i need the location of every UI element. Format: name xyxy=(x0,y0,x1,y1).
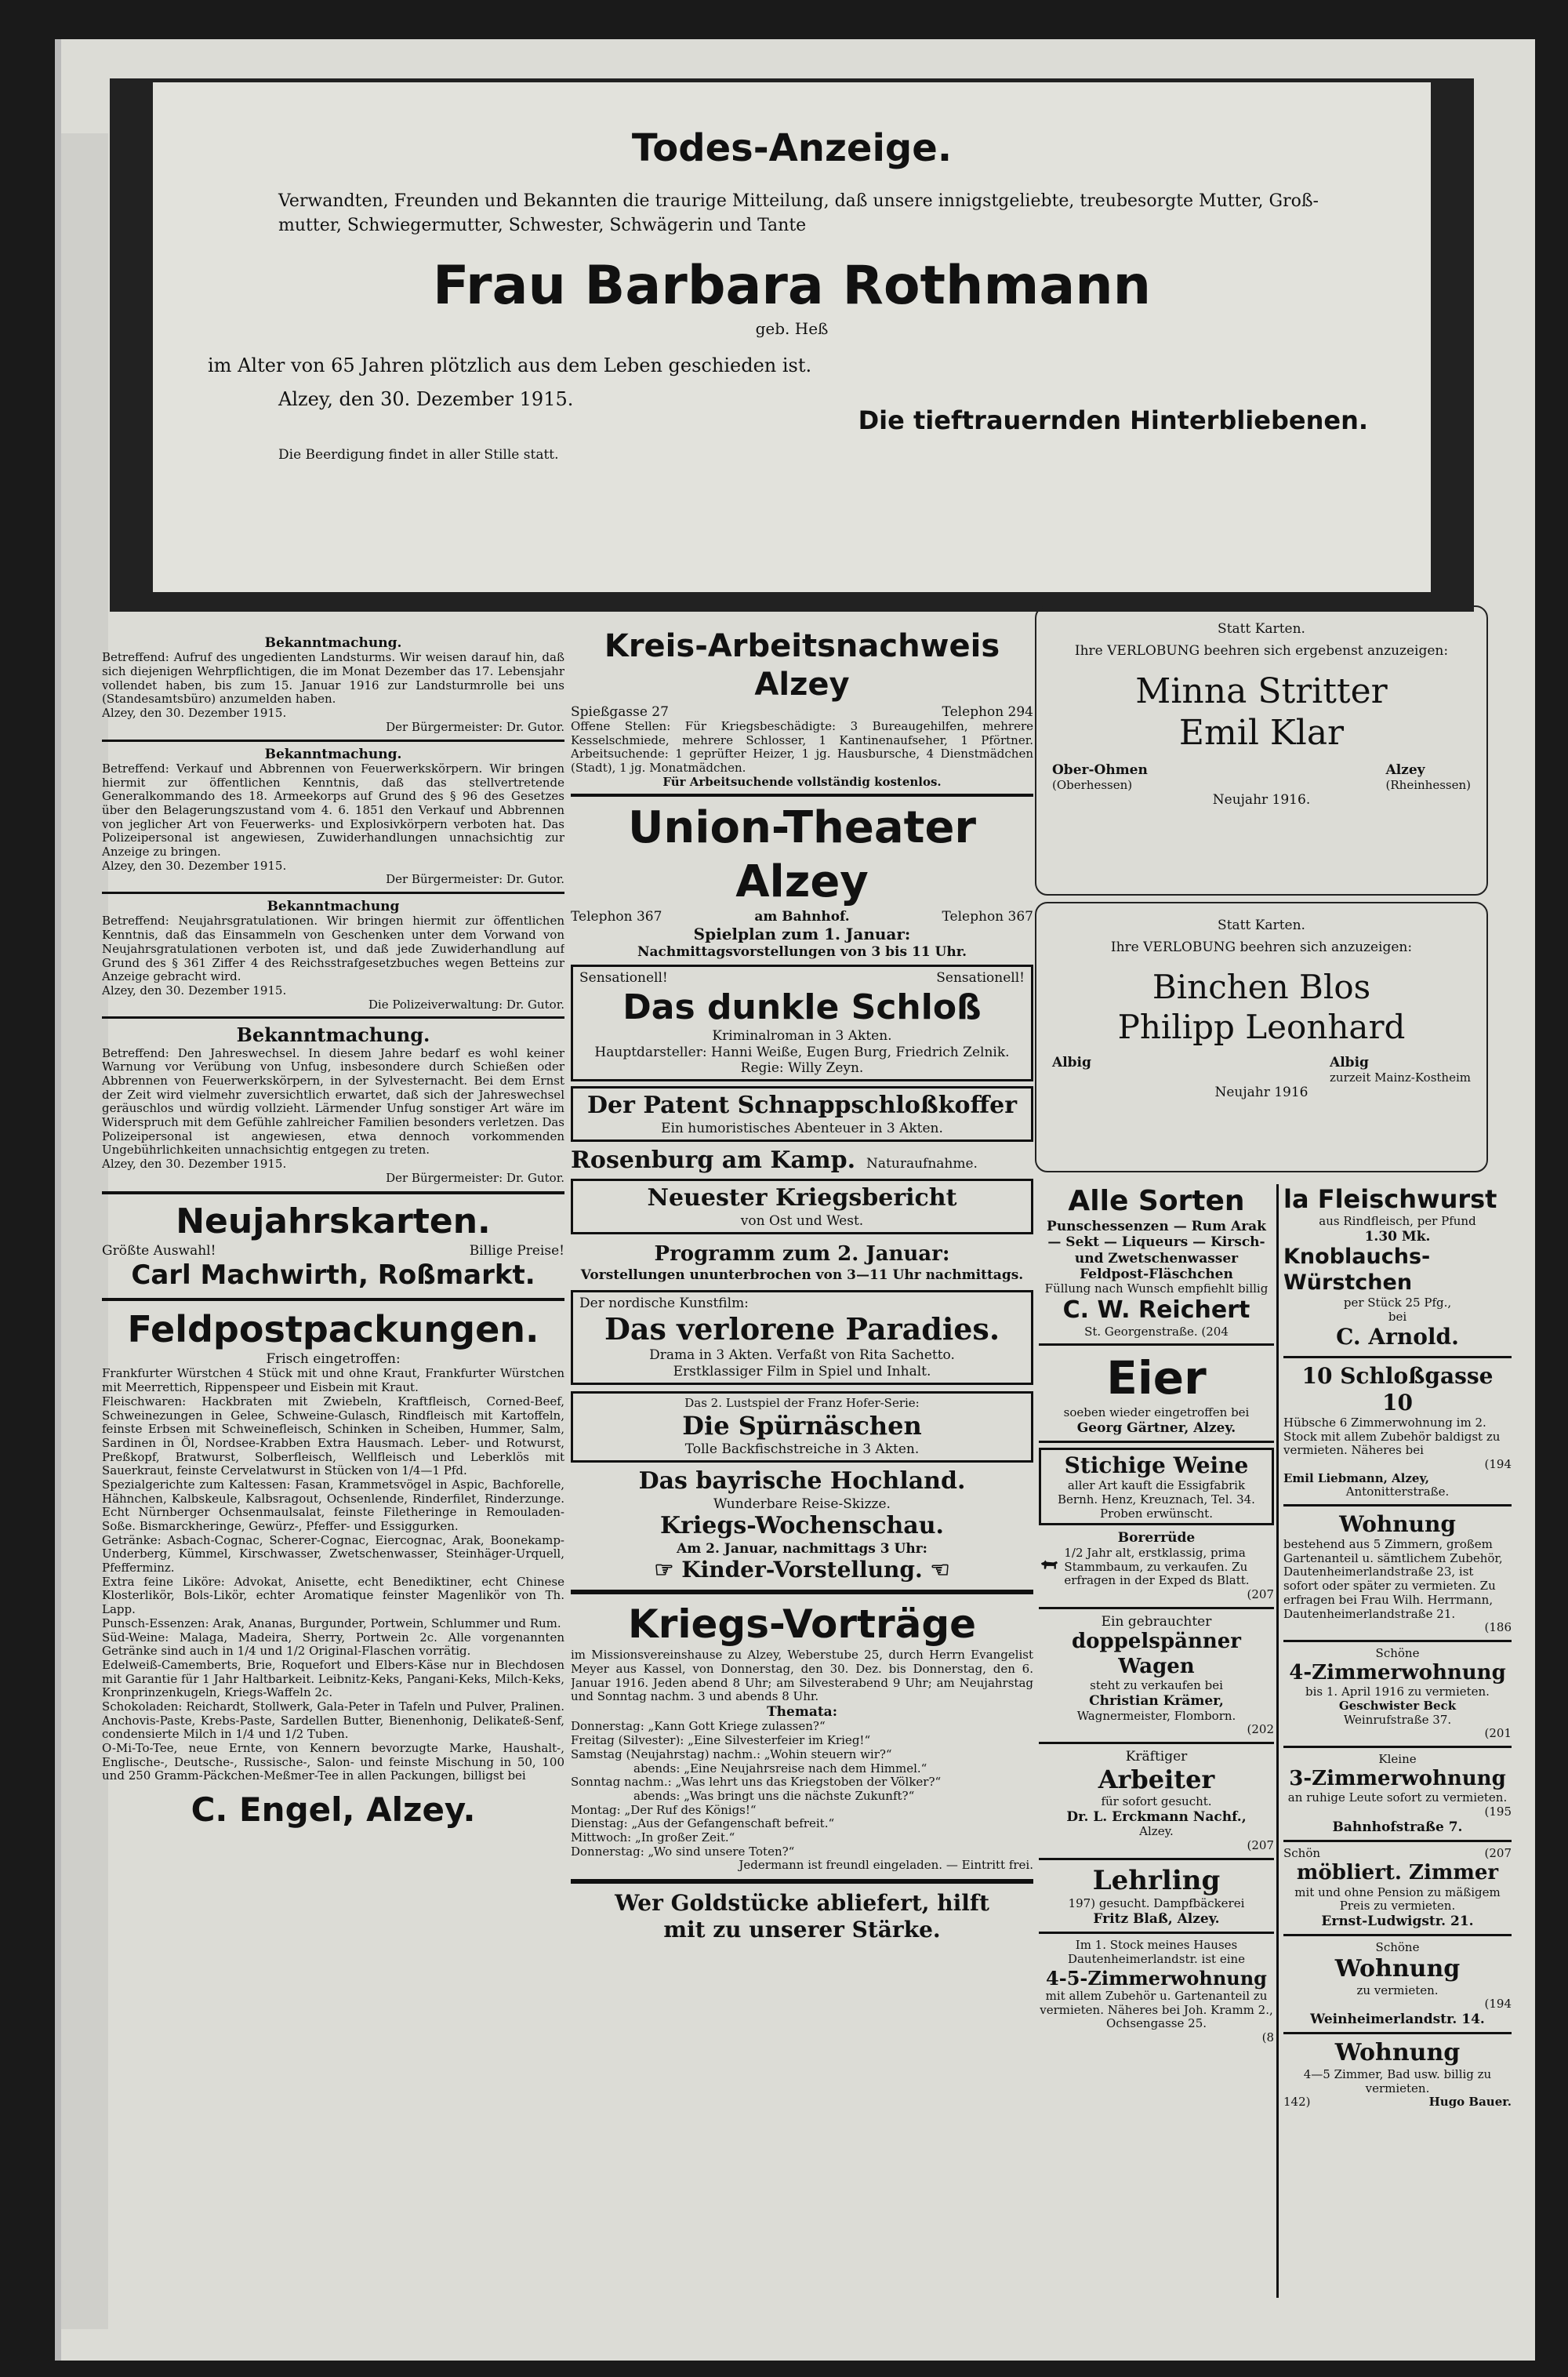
verl1-date: Neujahr 1916. xyxy=(1212,792,1311,809)
knob-title: Knoblauchs-Würstchen xyxy=(1283,1245,1431,1296)
vortrag-item: Mittwoch: „In großer Zeit.“ xyxy=(571,1830,735,1845)
sorten-addr: St. Georgenstraße. (204 xyxy=(1084,1324,1229,1339)
verl1-place2b: (Rheinhessen) xyxy=(1385,777,1471,792)
verl2-date: Neujahr 1916 xyxy=(1214,1085,1308,1101)
gold-line2: mit zu unserer Stärke. xyxy=(663,1917,941,1943)
fleischwurst-ad xyxy=(1283,1184,1512,1351)
vortrag-item: abends: „Was bringt uns die nächste Zukunft?“ xyxy=(633,1788,915,1803)
verl1-place1b: (Oberhessen) xyxy=(1052,777,1133,792)
kreis-ad xyxy=(571,627,1033,789)
wochenschau-pre: Am 2. Januar, nachmittags 3 Uhr: xyxy=(677,1540,927,1557)
wagen-pre: Ein gebrauchter xyxy=(1101,1613,1212,1630)
divider xyxy=(1039,1932,1274,1934)
whg4-title: 4-Zimmerwohnung xyxy=(1289,1660,1506,1685)
union-times: Nachmittagsvorstellungen von 3 bis 11 Uhr. xyxy=(637,943,967,960)
notice-4 xyxy=(102,1023,564,1185)
wohnung1-title: Wohnung xyxy=(1339,1510,1456,1537)
arbeiter-code: (207 xyxy=(1247,1838,1274,1853)
column-3 xyxy=(1039,1184,1274,2298)
whg4-body: bis 1. April 1916 zu vermieten. xyxy=(1305,1685,1490,1699)
kriegsbericht-sub: von Ost und West. xyxy=(740,1213,864,1230)
vortraege-intro: im Missionsvereinshause zu Alzey, Weberstube 25, durch Herrn Evangelist Meyer aus Kassel, von Donnerstag, den 30. Dez. bis Donnerstag, den 6. Januar 1916. Jeden abend 8 Uhr; am Silvesterabend 9 Uhr; am Neujahrstag und Sonntag nachm. 3 und abends 8 Uhr. xyxy=(571,1648,1033,1704)
vortrag-item: Sonntag nachm.: „Was lehrt uns das Kriegstoben der Völker?“ xyxy=(571,1775,942,1790)
rosen-note: Naturaufnahme. xyxy=(866,1156,978,1172)
notice-2-body: Betreffend: Verkauf und Abbrennen von Feuerwerkskörpern. Wir bringen hiermit zur öffentlichen Kenntnis, daß das stellvertretende Generalkommando des 18. Armeekorps auf Grund des § 96 des Gesetzes über den Belagerungszustand vom 4. 6. 1851 den Verkauf und Abbrennen von jeglicher Art von Feuerwerks- und Explosivkörpern verboten hat. Das Polizeipersonal ist angewiesen, Zuwiderhandlungen unnachsichtig zur Anzeige zu bringen. xyxy=(102,761,564,860)
weine-body: aller Art kauft die Essigfabrik Bernh. Henz, Kreuznach, Tel. 34. Proben erwünscht. xyxy=(1058,1478,1255,1521)
divider xyxy=(571,794,1033,797)
whg3-code: (195 xyxy=(1484,1805,1512,1819)
kreis-title: Kreis-Arbeitsnachweis Alzey xyxy=(604,628,1000,703)
lehrling-body: 197) gesucht. Dampfbäckerei xyxy=(1068,1896,1245,1911)
hand-right-icon: ☞ xyxy=(654,1557,682,1583)
feld-line: Getränke: Asbach-Cognac, Scherer-Cognac, Eiercognac, Arak, Boonekamp-Underberg, Kümmel, Kirschwasser, Zwetschenwasser, Steinhäger-Urquell, Pfefferminz. xyxy=(102,1532,564,1576)
wohnung1-ad xyxy=(1283,1511,1512,1635)
notice-3-body: Betreffend: Neujahrsgratulationen. Wir bringen hiermit zur öffentlichen Kenntnis, daß das Einsammeln von Geschenken unter dem Vorwand von Neujahrsgratulationen verboten ist, und daß jede Zuwiderhandlung auf Grund des § 361 Ziffer 4 des Reichsstrafgesetzbuches wegen Betteins zur Anzeige gebracht wird. xyxy=(102,914,564,984)
vortrag-item: abends: „Eine Neujahrsreise nach dem Himmel.“ xyxy=(633,1761,927,1775)
wohnung3-title: Wohnung xyxy=(1334,2039,1461,2067)
gold-line1: Wer Goldstücke abliefert, hilft xyxy=(615,1890,989,1916)
arbeiter-pre: Kräftiger xyxy=(1125,1748,1188,1765)
schloss-sub: Kriminalroman in 3 Akten. xyxy=(712,1028,892,1045)
knob-shop: C. Arnold. xyxy=(1336,1324,1459,1350)
feldpost-ad xyxy=(102,1307,564,1830)
wohnung2-addr: Weinheimerlandstr. 14. xyxy=(1310,2012,1485,2028)
knob-body: per Stück 25 Pfg., xyxy=(1343,1295,1452,1310)
column-4 xyxy=(1276,1184,1512,2298)
moebl-addr: Ernst-Ludwigstr. 21. xyxy=(1321,1914,1474,1930)
sorten-ad xyxy=(1039,1184,1274,1339)
union-theater-ad xyxy=(571,801,1033,960)
verl1-head: Statt Karten. xyxy=(1218,621,1305,637)
verl2-head: Statt Karten. xyxy=(1218,918,1305,933)
feld-line: Spezialgerichte zum Kaltessen: Fasan, Krammetsvögel in Aspic, Bachforelle, Hähnchen, Kalbskeule, Kalbsragout, Ochsenlende, Rinderfilet, Rinderzunge. Echt Nürnberger Ochsenmaulsalat, feinste Filetheringe in Remouladen-Soße. Bismarckheringe, Gewürz-, Pfeffer- und Essiggurken. xyxy=(102,1477,564,1534)
death-age: im Alter von 65 Jahren plötzlich aus dem Leben geschieden ist. xyxy=(208,354,812,376)
death-place-date: Alzey, den 30. Dezember 1915. xyxy=(278,387,574,410)
kriegsbericht-box xyxy=(571,1179,1033,1234)
neujahrskarten-ad xyxy=(102,1201,564,1292)
paradies-pre: Der nordische Kunstfilm: xyxy=(579,1295,749,1311)
hand-left-icon: ☜ xyxy=(922,1557,950,1583)
whg45-title: 4-5-Zimmerwohnung xyxy=(1046,1966,1267,1990)
notice-3-title: Bekanntmachung xyxy=(267,899,400,915)
schloss-sens-left: Sensationell! xyxy=(579,970,668,987)
verl2-place2: Albig xyxy=(1330,1055,1369,1071)
vortraege-ad xyxy=(571,1601,1033,1873)
vortrag-item: Freitag (Silvester): „Eine Silvesterfeier im Krieg!“ xyxy=(571,1733,871,1748)
death-signature: Die tieftrauernden Hinterbliebenen. xyxy=(858,405,1368,435)
death-intro: Verwandten, Freunden und Bekannten die traurige Mitteilung, daß unsere innigstgeliebte, treubesorgte Mutter, Groß- mutter, Schwiegermutter, Schwester, Schwägerin und Tante xyxy=(278,191,1319,236)
spuer-sub: Tolle Backfischstreiche in 3 Akten. xyxy=(684,1441,920,1457)
arbeiter-shop: Dr. L. Erckmann Nachf., xyxy=(1066,1809,1247,1826)
cards-title: Neujahrskarten. xyxy=(176,1201,491,1242)
eier-body: soeben wieder eingetroffen bei xyxy=(1063,1405,1250,1420)
schloss10-ad xyxy=(1283,1363,1512,1499)
death-name: Frau Barbara Rothmann xyxy=(432,255,1152,318)
borer-title: Borerrüde xyxy=(1117,1530,1196,1547)
notice-4-date: Alzey, den 30. Dezember 1915. xyxy=(102,1157,287,1172)
union-tel-right: Telephon 367 xyxy=(942,909,1033,925)
divider xyxy=(1283,2032,1512,2034)
borerruede-ad xyxy=(1039,1530,1274,1601)
wohnung1-body: bestehend aus 5 Zimmern, großem Gartenanteil u. sämtlichem Zubehör, Dautenheimerlandstraße 23, ist sofort oder später zu vermieten. Zu erfragen bei Frau Wilh. Herrmann, Dautenheimerlandstraße 21. xyxy=(1283,1537,1503,1621)
divider xyxy=(1039,1441,1274,1443)
verl2-name2: Philipp Leonhard xyxy=(1117,1008,1406,1047)
verl2-place2b: zurzeit Mainz-Kostheim xyxy=(1330,1070,1471,1085)
fleisch-price: 1.30 Mk. xyxy=(1364,1228,1431,1245)
verl1-place2: Alzey xyxy=(1385,762,1425,779)
feld-line: Extra feine Liköre: Advokat, Anisette, echt Benediktiner, echt Chinese Klosterlikör, Bols-Likör, echter Aromatique feinster Magenlikör von Th. Lapp. xyxy=(102,1574,564,1617)
whg4-pre: Schöne xyxy=(1375,1645,1420,1660)
wohnung3-shop: Hugo Bauer. xyxy=(1428,2095,1512,2110)
lehrling-ad xyxy=(1039,1865,1274,1928)
wohnung2-body: zu vermieten. xyxy=(1356,1983,1439,1997)
fleisch-body: aus Rindfleisch, per Pfund xyxy=(1319,1214,1476,1229)
divider xyxy=(571,1879,1033,1884)
divider xyxy=(1283,1934,1512,1936)
feld-line: O-Mi-To-Tee, neue Ernte, von Kennern bevorzugte Marke, Haushalt-, Englische-, Deutsche-, Russische-, Salon- und feinste Mischung in 50, 100 und 250 Gramm-Päckchen-Meßmer-Tee in allen Packungen, billigst bei xyxy=(102,1741,564,1783)
schloss10-shop: Emil Liebmann, Alzey, xyxy=(1283,1470,1429,1485)
schloss-cast: Hauptdarsteller: Hanni Weiße, Eugen Burg, Friedrich Zelnik. Regie: Willy Zeyn. xyxy=(594,1044,1010,1077)
column-1 xyxy=(102,635,564,2125)
whg4-code: (201 xyxy=(1484,1726,1512,1741)
borer-code: (207 xyxy=(1247,1586,1274,1601)
weine-title: Stichige Weine xyxy=(1064,1452,1249,1479)
feld-line: Süd-Weine: Malaga, Madeira, Sherry, Portwein 2c. Alle vorgenannten Getränke sind auch in 1/4 und 1/2 Original-Flaschen vorrätig. xyxy=(102,1630,564,1659)
hochland-sub: Wunderbare Reise-Skizze. xyxy=(713,1496,891,1512)
divider xyxy=(1283,1504,1512,1507)
moebl-ad xyxy=(1283,1847,1512,1929)
vortrag-item: Dienstag: „Aus der Gefangenschaft befreit.“ xyxy=(571,1816,835,1831)
vortraege-title: Kriegs-Vorträge xyxy=(627,1601,977,1648)
feld-shop: C. Engel, Alzey. xyxy=(191,1790,476,1830)
notice-1-title: Bekanntmachung. xyxy=(264,635,402,651)
whg4-shop: Geschwister Beck xyxy=(1338,1699,1457,1714)
divider xyxy=(1039,1858,1274,1860)
vortraege-footer: Jedermann ist freundl eingeladen. — Eintritt frei. xyxy=(739,1858,1033,1873)
whg3-body: an ruhige Leute sofort zu vermieten. xyxy=(1287,1790,1508,1805)
notice-4-sign: Der Bürgermeister: Dr. Gutor. xyxy=(386,1170,564,1185)
whg3-ad xyxy=(1283,1753,1512,1835)
divider xyxy=(1283,1356,1512,1358)
divider xyxy=(1283,1640,1512,1642)
notice-3-date: Alzey, den 30. Dezember 1915. xyxy=(102,983,287,998)
verl2-place1: Albig xyxy=(1052,1055,1091,1071)
spuer-title: Die Spürnäschen xyxy=(682,1410,922,1441)
wohnung3-ad xyxy=(1283,2039,1512,2110)
spuer-box xyxy=(571,1391,1033,1463)
wohnung1-code: (186 xyxy=(1484,1620,1512,1635)
sorten-body: Punschessenzen — Rum Arak — Sekt — Liqueurs — Kirsch- und Zwetschenwasser xyxy=(1047,1218,1266,1267)
moebl-code: (207 xyxy=(1484,1846,1512,1861)
verl1-name1: Minna Stritter xyxy=(1135,671,1388,711)
notice-4-title: Bekanntmachung. xyxy=(236,1023,430,1047)
wohnung2-code: (194 xyxy=(1484,1997,1512,2012)
sorten-feld: Feldpost-Fläschchen xyxy=(1080,1267,1233,1283)
schloss10-body: Hübsche 6 Zimmerwohnung im 2. Stock mit allem Zubehör baldigst zu vermieten. Näheres bei xyxy=(1283,1415,1501,1458)
divider xyxy=(1039,1343,1274,1346)
schloss-title: Das dunkle Schloß xyxy=(622,987,982,1027)
divider xyxy=(1039,1607,1274,1609)
whg3-title: 3-Zimmerwohnung xyxy=(1289,1766,1506,1790)
notice-3 xyxy=(102,899,564,1012)
sorten-fill: Füllung nach Wunsch empfiehlt billig xyxy=(1044,1281,1269,1296)
vortrag-item: Donnerstag: „Kann Gott Kriege zulassen?“ xyxy=(571,1719,826,1734)
feld-line: Fleischwaren: Hackbraten mit Zwiebeln, Kraftfleisch, Corned-Beef, Schweinezungen in Gelee, Schweine-Gulasch, Rindfleisch mit Kartoffeln, feinste Erbsen mit Schweinefleisch, Schinken in Scheiben, Hummer, Salm, Sardinen in Öl, Nordsee-Krabben Extra Hausmach. Leber- und Rotwurst, Preßkopf, Bratwurst, Solberfleisch, Wellfleisch und Leberklös mit Sauerkraut, feinste Cervelatwurst in Stücken von 1/4—1 Pfd. xyxy=(102,1394,564,1478)
death-burial: Die Beerdigung findet in aller Stille statt. xyxy=(278,446,559,463)
vortrag-item: Samstag (Neujahrstag) nachm.: „Wohin steuern wir?“ xyxy=(571,1746,892,1761)
vortraege-themata: Themata: xyxy=(767,1704,837,1721)
spuer-pre: Das 2. Lustspiel der Franz Hofer-Serie: xyxy=(684,1396,920,1411)
kreis-free: Für Arbeitsuchende vollständig kostenlos. xyxy=(662,774,942,789)
whg4-ad xyxy=(1283,1647,1512,1741)
divider xyxy=(571,1590,1033,1594)
union-tel-left: Telephon 367 xyxy=(571,909,662,925)
notice-4-body: Betreffend: Den Jahreswechsel. In diesem Jahre bedarf es wohl keiner Warnung vor Verübung von Unfug, insbesondere durch Schießen oder Abbrennen von Feuerwerkskörpern, in der Sylvesternacht. Bei dem Ernst der Zeit wird vielmehr zuversichtlich erwartet, daß sich der Jahreswechsel geräuschlos und würdig vollzieht. Lärmender Unfug sonstiger Art wäre im Widerspruch mit dem Gefühle zahlreicher Familien besonders verletzen. Das Polizeipersonal ist angewiesen, etwa dennoch vorkommenden Ungebührlichkeiten unnachsichtig entgegen zu treten. xyxy=(102,1045,564,1158)
wagen-code: (202 xyxy=(1247,1722,1274,1737)
kinder-line xyxy=(571,1557,1033,1583)
divider xyxy=(102,1191,564,1194)
wagen-addr: Wagnermeister, Flomborn. xyxy=(1076,1708,1236,1723)
notice-1-date: Alzey, den 30. Dezember 1915. xyxy=(102,706,287,721)
paradies-sub: Drama in 3 Akten. Verfaßt von Rita Sachetto. xyxy=(649,1347,955,1364)
koffer-box xyxy=(571,1086,1033,1142)
divider xyxy=(1039,1742,1274,1744)
cards-right: Billige Preise! xyxy=(469,1243,564,1259)
lehrling-shop: Fritz Blaß, Alzey. xyxy=(1093,1910,1220,1927)
divider xyxy=(102,740,564,742)
cards-shop: Carl Machwirth, Roßmarkt. xyxy=(131,1259,535,1291)
kreis-tel: Telephon 294 xyxy=(942,703,1033,720)
schloss10-addr: Antonitterstraße. xyxy=(1345,1485,1450,1499)
arbeiter-body: für sofort gesucht. xyxy=(1101,1794,1212,1809)
prog2-times: Vorstellungen ununterbrochen von 3—11 Uhr nachmittags. xyxy=(580,1267,1024,1284)
divider xyxy=(102,892,564,894)
sorten-shop: C. W. Reichert xyxy=(1062,1296,1250,1325)
rosenburg xyxy=(571,1147,1033,1174)
whg4-addr: Weinrufstraße 37. xyxy=(1343,1712,1452,1727)
wohnung3-code: 142) xyxy=(1283,2095,1311,2110)
divider xyxy=(102,1298,564,1301)
kriegsbericht-title: Neuester Kriegsbericht xyxy=(647,1184,957,1212)
arbeiter-ad xyxy=(1039,1749,1274,1853)
vortrag-item: Montag: „Der Ruf des Königs!“ xyxy=(571,1802,757,1817)
divider xyxy=(1283,1746,1512,1748)
moebl-title: möbliert. Zimmer xyxy=(1296,1860,1499,1885)
feld-line: Frankfurter Würstchen 4 Stück mit und ohne Kraut, Frankfurter Würstchen mit Meerrettich, Rippenspeer und Eisbein mit Kraut. xyxy=(102,1366,564,1395)
death-born: geb. Heß xyxy=(755,319,829,339)
whg45-ad xyxy=(1039,1939,1274,2044)
notice-3-sign: Die Polizeiverwaltung: Dr. Gutor. xyxy=(368,997,564,1012)
verl2-intro: Ihre VERLOBUNG beehren sich anzuzeigen: xyxy=(1110,940,1413,956)
feld-sub: Frisch eingetroffen: xyxy=(266,1351,401,1368)
notice-2-sign: Der Bürgermeister: Dr. Gutor. xyxy=(386,872,564,887)
wagen-name: Christian Krämer, xyxy=(1089,1693,1224,1710)
verl1-name2: Emil Klar xyxy=(1178,713,1345,754)
schloss10-code: (194 xyxy=(1484,1456,1512,1471)
arbeiter-title: Arbeiter xyxy=(1098,1765,1215,1795)
schloss-sens-right: Sensationell! xyxy=(936,970,1025,987)
cards-left: Größte Auswahl! xyxy=(102,1243,216,1259)
borer-body: 1/2 Jahr alt, erstklassig, prima Stammbaum, zu verkaufen. Zu erfragen in der Exped ds Blatt. xyxy=(1064,1545,1250,1588)
divider xyxy=(1283,1840,1512,1842)
whg45-body: mit allem Zubehör u. Gartenanteil zu vermieten. Näheres bei Joh. Kramm 2., Ochsengasse 25. xyxy=(1040,1988,1273,2031)
fleisch-title: la Fleischwurst xyxy=(1283,1184,1497,1214)
verlobung-1 xyxy=(1035,605,1488,896)
moebl-body: mit und ohne Pension zu mäßigem Preis zu vermieten. xyxy=(1294,1885,1501,1914)
notice-1 xyxy=(102,635,564,735)
rosen-title: Rosenburg am Kamp. xyxy=(571,1147,856,1175)
knob-bei: bei xyxy=(1388,1309,1407,1324)
kinder-title: Kinder-Vorstellung. xyxy=(681,1557,923,1583)
eier-title: Eier xyxy=(1106,1351,1207,1405)
feld-line: Schokoladen: Reichardt, Stollwerk, Gala-Peter in Tafeln und Pulver, Pralinen. Anchovis-Paste, Krebs-Paste, Sardellen Butter, Bienenhonig, Delikateß-Senf, condensierte Milch in 1/4 und 1/2 Tuben. xyxy=(102,1699,564,1742)
weine-ad xyxy=(1039,1448,1274,1525)
notice-2-date: Alzey, den 30. Dezember 1915. xyxy=(102,858,287,873)
moebl-pre: Schön xyxy=(1283,1846,1321,1861)
wagen-ad xyxy=(1039,1614,1274,1737)
notice-1-sign: Der Bürgermeister: Dr. Gutor. xyxy=(386,719,564,734)
death-notice xyxy=(153,82,1431,592)
verl1-place1: Ober-Ohmen xyxy=(1052,762,1148,779)
eier-ad xyxy=(1039,1350,1274,1436)
feld-line: Edelweiß-Camemberts, Brie, Roquefort und Elbers-Käse nur in Blechdosen mit Garantie für 1 Jahr Haltbarkeit. Leibnitz-Keks, Pangani-Keks, Milch-Keks, Kronprinzenkugeln, Kriegs-Waffeln 2c. xyxy=(102,1657,564,1700)
vortrag-item: Donnerstag: „Wo sind unsere Toten?“ xyxy=(571,1844,795,1859)
divider xyxy=(102,1016,564,1019)
paradies-title: Das verlorene Paradies. xyxy=(604,1310,1000,1347)
kreis-body: Offene Stellen: Für Kriegsbeschädigte: 3 Bureaugehilfen, mehrere Kesselschmiede, mehrere Schlosser, 1 Kantinenaufseher, 1 Pförtner. Arbeitsuchende: 1 geprüfter Heizer, 1 jg. Hausbursche, 4 Dienstmädchen (Stadt), 1 jg. Monatmädchen. xyxy=(571,718,1033,776)
notice-2-title: Bekanntmachung. xyxy=(264,746,402,762)
eier-shop: Georg Gärtner, Alzey. xyxy=(1076,1419,1236,1436)
verlobung-2 xyxy=(1035,902,1488,1172)
sorten-title: Alle Sorten xyxy=(1068,1185,1245,1217)
whg3-pre: Kleine xyxy=(1378,1752,1417,1767)
notice-1-body: Betreffend: Aufruf des ungedienten Landsturms. Wir weisen darauf hin, daß sich diejenigen Wehrpflichtigen, die im Monat Dezember das 17. Lebensjahr vollendet haben, bis zum 15. Januar 1916 zur Landsturmrolle bei uns (Standesamtsbüro) anzumelden haben. xyxy=(102,650,564,707)
paradies-sub2: Erstklassiger Film in Spiel und Inhalt. xyxy=(673,1363,931,1379)
koffer-title: Der Patent Schnappschloßkoffer xyxy=(586,1092,1018,1120)
union-title: Union-Theater Alzey xyxy=(627,802,977,907)
notice-2 xyxy=(102,747,564,888)
paradies-box xyxy=(571,1290,1033,1386)
death-title: Todes-Anzeige. xyxy=(631,126,953,170)
verl2-name1: Binchen Blos xyxy=(1152,967,1371,1006)
wohnung2-ad xyxy=(1283,1941,1512,2027)
koffer-sub: Ein humoristisches Abenteuer in 3 Akten. xyxy=(661,1121,943,1137)
schloss10-title: 10 Schloßgasse 10 xyxy=(1301,1362,1494,1416)
kreis-addr: Spießgasse 27 xyxy=(571,703,669,720)
dog-icon xyxy=(1039,1547,1059,1583)
schloss-box xyxy=(571,965,1033,1081)
page-edge xyxy=(61,133,108,2329)
feld-line: Punsch-Essenzen: Arak, Ananas, Burgunder, Portwein, Schlummer und Rum. xyxy=(102,1616,561,1630)
whg3-addr: Bahnhofstraße 7. xyxy=(1332,1819,1463,1835)
wohnung2-pre: Schöne xyxy=(1375,1940,1420,1955)
wagen-body: steht zu verkaufen bei xyxy=(1090,1678,1223,1693)
whg45-pre: Im 1. Stock meines Hauses Dautenheimerlandstr. ist eine xyxy=(1067,1938,1246,1967)
union-where: am Bahnhof. xyxy=(754,909,850,925)
lehrling-title: Lehrling xyxy=(1092,1864,1221,1896)
wochenschau-title: Kriegs-Wochenschau. xyxy=(660,1512,944,1540)
prog2-title: Programm zum 2. Januar: xyxy=(654,1242,950,1267)
hochland-title: Das bayrische Hochland. xyxy=(638,1467,966,1496)
arbeiter-addr: Alzey. xyxy=(1139,1824,1174,1839)
column-2 xyxy=(571,627,1033,2298)
verl1-intro: Ihre VERLOBUNG beehren sich ergebenst anzuzeigen: xyxy=(1074,643,1449,660)
whg45-code: (8 xyxy=(1261,2030,1274,2045)
union-plan: Spielplan zum 1. Januar: xyxy=(693,925,911,944)
wohnung3-body: 4—5 Zimmer, Bad usw. billig zu vermieten. xyxy=(1303,2067,1492,2095)
feld-title: Feldpostpackungen. xyxy=(127,1307,539,1350)
wohnung2-title: Wohnung xyxy=(1334,1955,1461,1983)
wagen-title: doppelspänner Wagen xyxy=(1071,1630,1241,1678)
